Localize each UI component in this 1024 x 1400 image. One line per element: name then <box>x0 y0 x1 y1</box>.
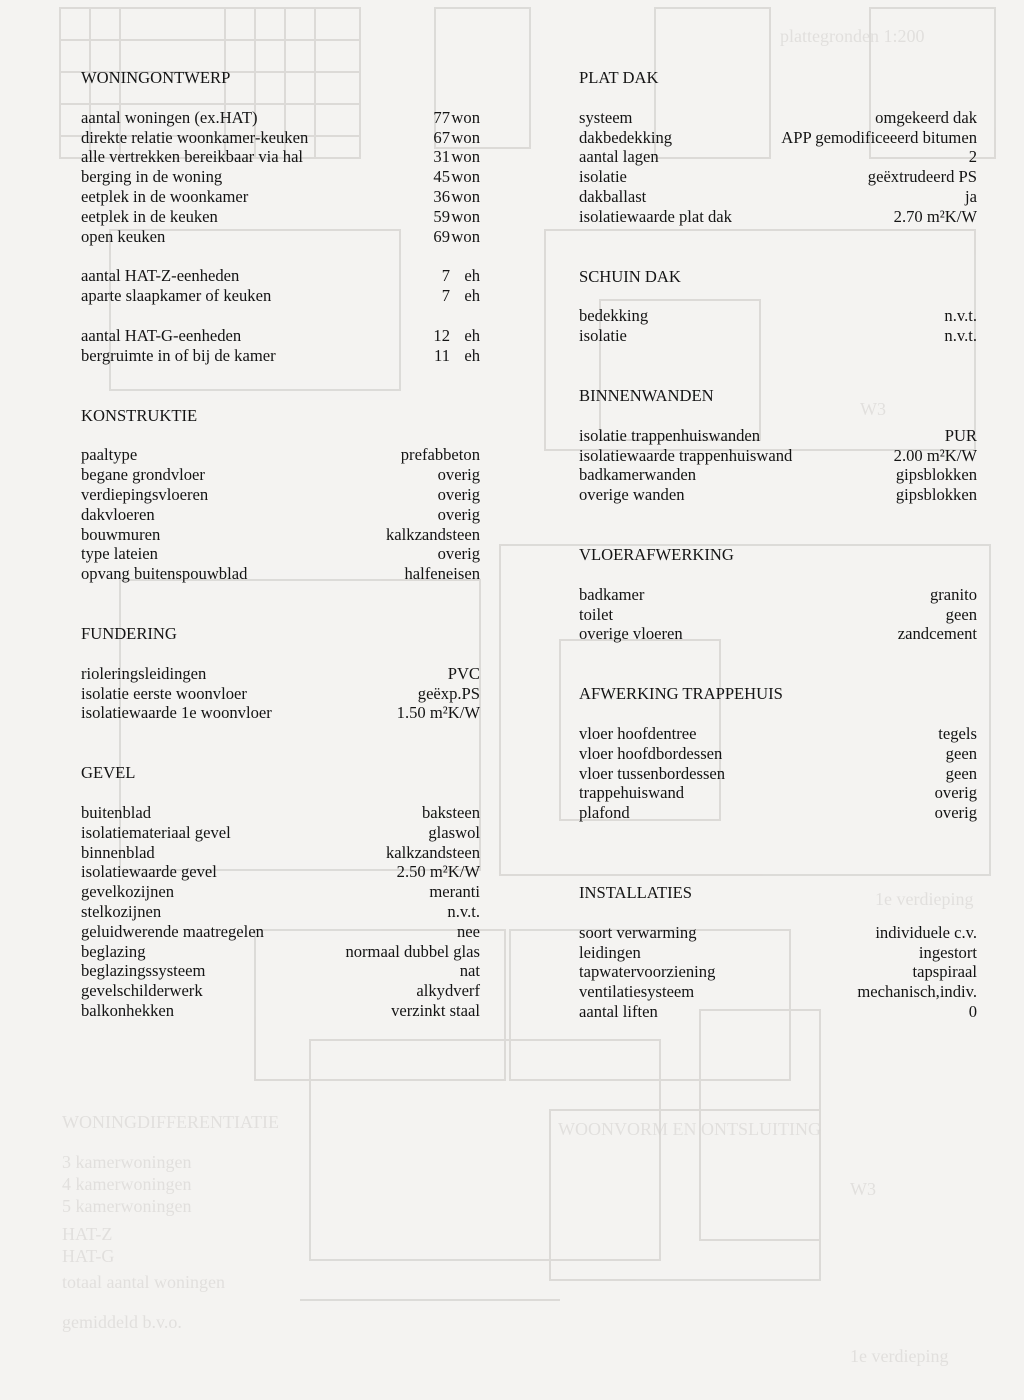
row-value: geen <box>945 763 977 783</box>
table-row <box>579 326 977 346</box>
table-row <box>579 485 977 505</box>
section-title-vloerafwerking: VLOERAFWERKING <box>579 544 734 564</box>
table-row <box>81 346 480 366</box>
row-unit: eh <box>464 325 480 345</box>
section-title-fundering: FUNDERING <box>81 623 177 643</box>
section-installaties <box>579 883 977 1022</box>
row-label: beglazingssysteem <box>81 961 206 981</box>
row-label: direkte relatie woonkamer-keuken <box>81 127 309 147</box>
row-value: overig <box>437 465 480 485</box>
row-label: bergruimte in of bij de kamer <box>81 345 276 365</box>
row-unit: won <box>451 147 480 167</box>
section-gevel <box>81 763 480 1021</box>
table-row <box>579 167 977 187</box>
row-label: berging in de woning <box>81 167 223 187</box>
table-row <box>579 1002 977 1022</box>
row-value: geen <box>945 604 977 624</box>
row-label: alle vertrekken bereikbaar via hal <box>81 147 304 167</box>
row-value: overig <box>437 504 480 524</box>
row-unit: won <box>451 107 480 127</box>
table-row <box>81 445 480 465</box>
row-label: soort verwarming <box>579 922 697 942</box>
row-value: 2.50 m²K/W <box>396 862 480 882</box>
row-value: meranti <box>429 882 480 902</box>
table-row <box>579 962 977 982</box>
row-number: 67 <box>433 127 450 147</box>
row-label: dakvloeren <box>81 504 155 524</box>
row-label: open keuken <box>81 226 166 246</box>
row-value: 2.70 m²K/W <box>893 206 977 226</box>
section-title-afwerking-trappehuis: AFWERKING TRAPPEHUIS <box>579 684 783 704</box>
row-value: mechanisch,indiv. <box>857 982 977 1002</box>
table-row <box>579 465 977 485</box>
row-label: bedekking <box>579 306 649 326</box>
row-number: 45 <box>433 167 450 187</box>
section-schuin-dak <box>579 267 977 346</box>
table-row <box>81 187 480 207</box>
row-label: tapwatervoorziening <box>579 962 716 982</box>
table-row <box>81 942 480 962</box>
row-number: 12 <box>433 325 450 345</box>
row-value: 2.00 m²K/W <box>893 445 977 465</box>
row-value: geëxtrudeerd PS <box>867 167 977 187</box>
row-number: 7 <box>441 266 450 286</box>
row-label: isolatiewaarde 1e woonvloer <box>81 703 272 723</box>
row-label: isolatie <box>579 326 627 346</box>
left-column <box>81 68 480 1021</box>
row-number: 69 <box>433 226 450 246</box>
section-title-gevel: GEVEL <box>81 763 136 783</box>
table-row <box>579 108 977 128</box>
row-number: 77 <box>433 107 450 127</box>
row-label: opvang buitenspouwblad <box>81 564 248 584</box>
section-binnenwanden <box>579 386 977 505</box>
row-value: glaswol <box>428 822 480 842</box>
table-row <box>81 147 480 167</box>
right-column <box>579 68 977 1022</box>
row-value: 1.50 m²K/W <box>396 703 480 723</box>
row-label: plafond <box>579 803 630 823</box>
table-row <box>81 108 480 128</box>
row-label: vloer hoofdbordessen <box>579 743 723 763</box>
section-title-schuin-dak: SCHUIN DAK <box>579 266 681 286</box>
row-label: aantal HAT-Z-eenheden <box>81 266 240 286</box>
svg-text:W3: W3 <box>850 1179 876 1199</box>
row-label: vloer hoofdentree <box>579 723 697 743</box>
section-fundering <box>81 624 480 723</box>
row-value: tapspiraal <box>912 962 977 982</box>
row-number: 31 <box>433 147 450 167</box>
woningontwerp-rows <box>81 108 480 366</box>
table-row <box>81 981 480 1001</box>
svg-text:1e verdieping: 1e verdieping <box>850 1346 949 1366</box>
row-value: individuele c.v. <box>875 922 977 942</box>
row-value: overig <box>934 783 977 803</box>
row-unit: won <box>451 127 480 147</box>
svg-text:5 kamerwoningen: 5 kamerwoningen <box>62 1196 192 1216</box>
row-label: aantal lagen <box>579 147 659 167</box>
table-row <box>579 783 977 803</box>
row-value: verzinkt staal <box>391 1000 480 1020</box>
row-value: tegels <box>938 723 977 743</box>
table-row <box>579 446 977 466</box>
table-row <box>81 525 480 545</box>
row-value: PVC <box>447 663 480 683</box>
table-row <box>81 485 480 505</box>
row-value: APP gemodificeeerd bitumen <box>781 127 977 147</box>
row-unit: won <box>451 226 480 246</box>
table-row <box>81 664 480 684</box>
row-label: ventilatiesysteem <box>579 982 695 1002</box>
section-title-woningontwerp: WONINGONTWERP <box>81 68 231 87</box>
svg-text:HAT-Z: HAT-Z <box>62 1224 113 1244</box>
table-row <box>81 703 480 723</box>
svg-text:WOONVORM EN ONTSLUITING: WOONVORM EN ONTSLUITING <box>558 1119 821 1139</box>
row-value: ja <box>965 186 977 206</box>
row-label: aparte slaapkamer of keuken <box>81 286 272 306</box>
table-row <box>81 227 480 247</box>
table-row <box>81 167 480 187</box>
row-value: PUR <box>944 425 977 445</box>
row-label: aantal liften <box>579 1001 658 1021</box>
row-number: 59 <box>433 206 450 226</box>
row-label: isolatiewaarde gevel <box>81 862 217 882</box>
table-row <box>579 744 977 764</box>
row-label: toilet <box>579 604 614 624</box>
table-row <box>81 922 480 942</box>
row-label: isolatie trappenhuiswanden <box>579 425 761 445</box>
table-row <box>579 605 977 625</box>
table-row <box>579 624 977 644</box>
svg-text:HAT-G: HAT-G <box>62 1246 115 1266</box>
row-value: prefabbeton <box>400 445 480 465</box>
table-row <box>579 982 977 1002</box>
row-number: 36 <box>433 186 450 206</box>
row-value: overig <box>934 803 977 823</box>
svg-text:3 kamerwoningen: 3 kamerwoningen <box>62 1152 192 1172</box>
row-label: badkamerwanden <box>579 465 697 485</box>
row-value: kalkzandsteen <box>386 524 480 544</box>
section-title-konstruktie: KONSTRUKTIE <box>81 405 198 425</box>
row-label: paaltype <box>81 445 138 465</box>
row-value: n.v.t. <box>944 326 977 346</box>
table-row <box>579 923 977 943</box>
row-label: gevelschilderwerk <box>81 981 203 1001</box>
row-label: systeem <box>579 107 633 127</box>
section-afwerking-trappehuis <box>579 684 977 823</box>
row-number: 11 <box>434 345 450 365</box>
svg-text:W3: W3 <box>860 399 886 419</box>
row-unit: won <box>451 206 480 226</box>
row-value: n.v.t. <box>944 306 977 326</box>
row-value: halfeneisen <box>404 564 480 584</box>
row-value: granito <box>929 584 977 604</box>
row-label: aantal HAT-G-eenheden <box>81 325 242 345</box>
table-row <box>579 128 977 148</box>
table-row <box>81 505 480 525</box>
row-value: zandcement <box>897 624 977 644</box>
table-row <box>81 544 480 564</box>
row-value: gipsblokken <box>895 485 977 505</box>
table-row <box>81 902 480 922</box>
table-row <box>81 286 480 306</box>
row-label: overige vloeren <box>579 624 683 644</box>
table-row <box>579 147 977 167</box>
table-row <box>579 306 977 326</box>
row-label: isolatiemateriaal gevel <box>81 822 231 842</box>
section-plat-dak <box>579 68 977 227</box>
table-row <box>81 803 480 823</box>
row-label: badkamer <box>579 584 645 604</box>
row-unit: eh <box>464 286 480 306</box>
section-title-installaties: INSTALLATIES <box>579 882 692 902</box>
row-value: overig <box>437 544 480 564</box>
row-number: 7 <box>441 286 450 306</box>
row-value: alkydverf <box>416 981 480 1001</box>
svg-text:gemiddeld b.v.o.: gemiddeld b.v.o. <box>62 1312 182 1332</box>
table-row <box>81 1001 480 1021</box>
svg-text:WONINGDIFFERENTIATIE: WONINGDIFFERENTIATIE <box>62 1112 279 1132</box>
table-row <box>81 266 480 286</box>
table-row <box>579 585 977 605</box>
row-label: verdiepingsvloeren <box>81 484 209 504</box>
svg-text:totaal aantal woningen: totaal aantal woningen <box>62 1272 225 1292</box>
row-value: geëxp.PS <box>417 683 480 703</box>
section-title-plat-dak: PLAT DAK <box>579 68 659 87</box>
row-label: eetplek in de keuken <box>81 206 218 226</box>
row-label: begane grondvloer <box>81 465 205 485</box>
row-label: isolatie eerste woonvloer <box>81 683 247 703</box>
row-value: baksteen <box>421 802 480 822</box>
table-row <box>81 207 480 227</box>
row-label: rioleringsleidingen <box>81 663 207 683</box>
table-row <box>579 943 977 963</box>
row-label: isolatiewaarde plat dak <box>579 206 732 226</box>
row-label: balkonhekken <box>81 1000 175 1020</box>
table-row <box>81 843 480 863</box>
row-label: vloer tussenbordessen <box>579 763 726 783</box>
row-label: beglazing <box>81 941 146 961</box>
section-woningontwerp <box>81 68 480 366</box>
table-row <box>81 465 480 485</box>
row-label: aantal woningen (ex.HAT) <box>81 107 258 127</box>
table-row <box>81 882 480 902</box>
row-label: eetplek in de woonkamer <box>81 186 249 206</box>
table-row <box>579 426 977 446</box>
row-label: dakbedekking <box>579 127 673 147</box>
table-row <box>81 684 480 704</box>
table-row <box>81 128 480 148</box>
row-label: leidingen <box>579 942 641 962</box>
row-label: dakballast <box>579 186 647 206</box>
row-value: geen <box>945 743 977 763</box>
section-vloerafwerking <box>579 545 977 644</box>
table-row <box>81 326 480 346</box>
row-label: buitenblad <box>81 802 152 822</box>
row-label: overige wanden <box>579 485 685 505</box>
row-label: stelkozijnen <box>81 901 162 921</box>
svg-text:plattegronden 1:200: plattegronden 1:200 <box>780 26 925 46</box>
row-unit: eh <box>464 345 480 365</box>
row-label: isolatiewaarde trappenhuiswand <box>579 445 793 465</box>
row-value: nat <box>459 961 480 981</box>
row-label: geluidwerende maatregelen <box>81 921 264 941</box>
section-konstruktie <box>81 406 480 584</box>
table-row <box>579 764 977 784</box>
table-row <box>579 724 977 744</box>
row-value: 2 <box>968 147 977 167</box>
row-value: normaal dubbel glas <box>345 941 480 961</box>
table-row <box>81 961 480 981</box>
table-row <box>81 564 480 584</box>
row-value: gipsblokken <box>895 465 977 485</box>
row-unit: eh <box>464 266 480 286</box>
table-row <box>81 823 480 843</box>
row-unit: won <box>451 167 480 187</box>
table-row <box>81 862 480 882</box>
row-value: ingestort <box>918 942 977 962</box>
row-label: bouwmuren <box>81 524 161 544</box>
table-row <box>579 207 977 227</box>
section-title-binnenwanden: BINNENWANDEN <box>579 385 714 405</box>
row-unit: won <box>451 186 480 206</box>
row-value: n.v.t. <box>447 901 480 921</box>
row-value: 0 <box>968 1001 977 1021</box>
row-label: binnenblad <box>81 842 155 862</box>
svg-text:1e verdieping: 1e verdieping <box>875 889 974 909</box>
row-value: kalkzandsteen <box>386 842 480 862</box>
row-label: type lateien <box>81 544 158 564</box>
table-row <box>579 187 977 207</box>
svg-text:4 kamerwoningen: 4 kamerwoningen <box>62 1174 192 1194</box>
table-row <box>579 803 977 823</box>
row-value: omgekeerd dak <box>875 107 977 127</box>
row-label: isolatie <box>579 167 627 187</box>
row-value: nee <box>456 921 480 941</box>
row-label: gevelkozijnen <box>81 882 175 902</box>
row-value: overig <box>437 484 480 504</box>
row-label: trappehuiswand <box>579 783 685 803</box>
